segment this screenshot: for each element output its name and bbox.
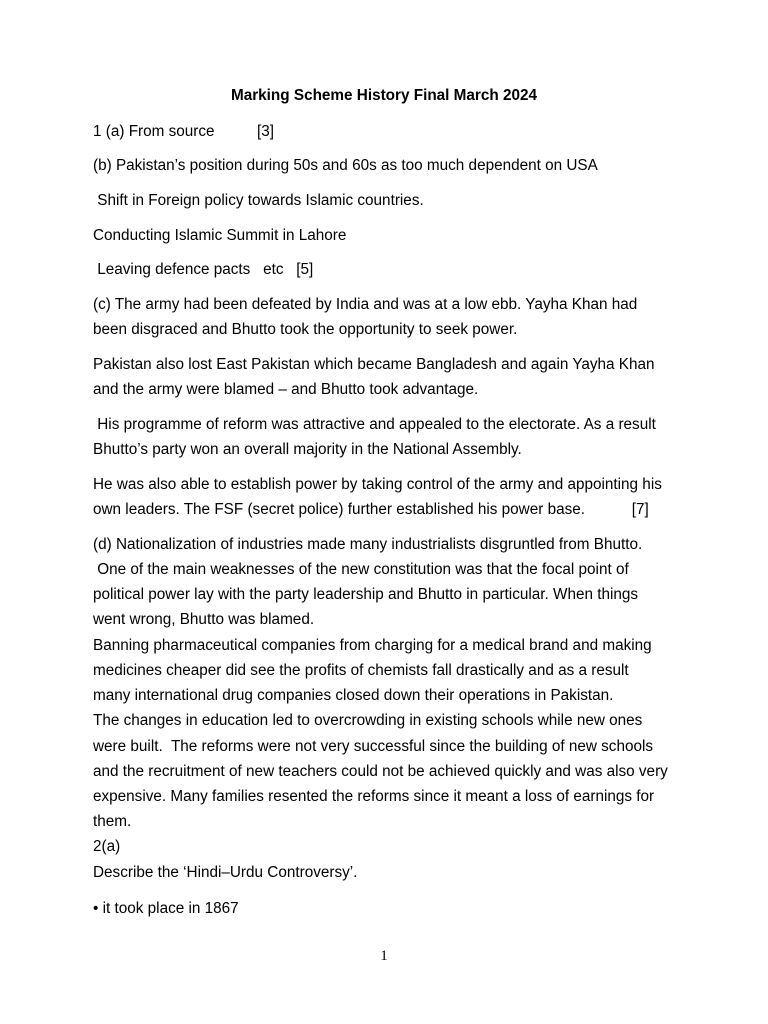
page-number: 1 (380, 948, 388, 964)
text-line: Banning pharmaceutical companies from charging for a medical brand and making (93, 637, 652, 654)
text-line: medicines cheaper did see the profits of chemists fall drastically and as a result (93, 662, 629, 679)
document-title: Marking Scheme History Final March 2024 (230, 87, 538, 104)
text-line: and the army were blamed – and Bhutto took advantage. (93, 381, 479, 398)
text-line: 2(a) (93, 838, 121, 855)
text-line: Bhutto’s party won an overall majority in the National Assembly. (93, 441, 522, 458)
text-line: (b) Pakistan’s position during 50s and 60s as too much dependent on USA (93, 157, 598, 174)
text-line: One of the main weaknesses of the new constitution was that the focal point of (93, 561, 629, 578)
text-line: Leaving defence pacts etc [5] (93, 261, 314, 278)
text-line: (c) The army had been defeated by India and was at a low ebb. Yayha Khan had (93, 296, 638, 313)
text-line: Describe the ‘Hindi–Urdu Controversy’. (93, 864, 358, 881)
text-line: been disgraced and Bhutto took the opportunity to seek power. (93, 321, 518, 338)
text-line: political power lay with the party leadership and Bhutto in particular. When things (93, 586, 639, 603)
text-line: 1 (a) From source [3] (93, 123, 275, 140)
text-line: Shift in Foreign policy towards Islamic countries. (93, 192, 424, 209)
text-line: • it took place in 1867 (93, 900, 239, 917)
text-line: The changes in education led to overcrowding in existing schools while new ones (93, 712, 643, 729)
text-line: Conducting Islamic Summit in Lahore (93, 227, 347, 244)
text-line: own leaders. The FSF (secret police) further established his power base. [7] (93, 501, 649, 518)
text-line: many international drug companies closed down their operations in Pakistan. (93, 687, 614, 704)
text-line: and the recruitment of new teachers could not be achieved quickly and was also very (93, 763, 668, 780)
text-line: His programme of reform was attractive and appealed to the electorate. As a result (93, 416, 656, 433)
text-line: them. (93, 813, 132, 830)
text-line: expensive. Many families resented the reforms since it meant a loss of earnings for (93, 788, 655, 805)
text-line: Pakistan also lost East Pakistan which became Bangladesh and again Yayha Khan (93, 356, 655, 373)
text-line: (d) Nationalization of industries made many industrialists disgruntled from Bhutto. (93, 536, 643, 553)
text-line: He was also able to establish power by taking control of the army and appointing his (93, 476, 662, 493)
text-line: were built. The reforms were not very successful since the building of new schools (93, 738, 654, 755)
text-line: went wrong, Bhutto was blamed. (93, 611, 315, 628)
